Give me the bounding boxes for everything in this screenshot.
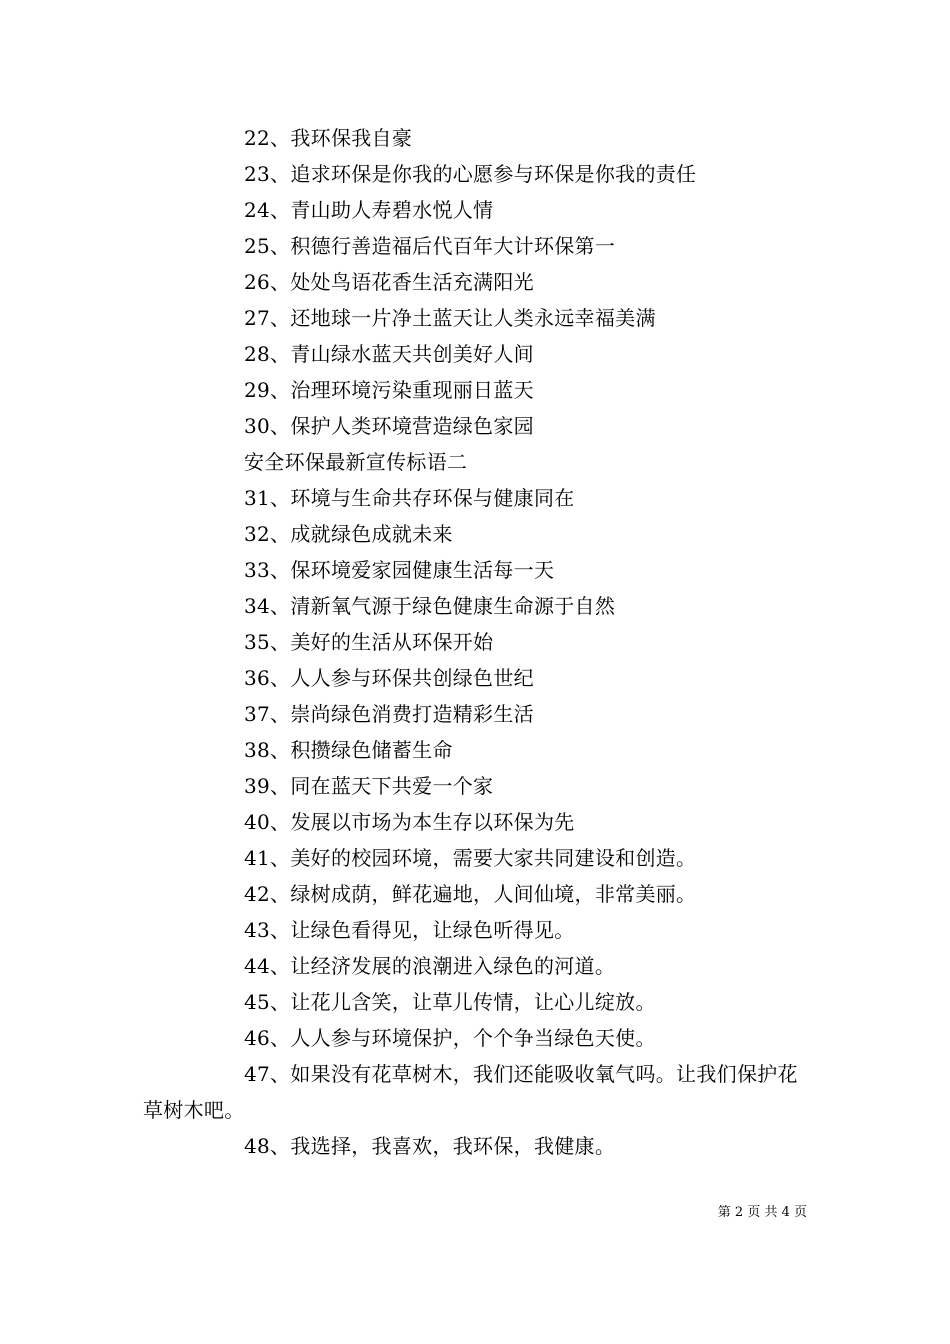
list-item-wrapped: 47、如果没有花草树木，我们还能吸收氧气吗。让我们保护花草树木吧。 <box>143 1062 798 1122</box>
list-item: 24、青山助人寿碧水悦人情 <box>244 198 494 222</box>
list-item: 25、积德行善造福后代百年大计环保第一 <box>244 234 616 258</box>
list-item: 36、人人参与环保共创绿色世纪 <box>244 666 534 690</box>
list-item: 39、同在蓝天下共爱一个家 <box>244 774 494 798</box>
list-item: 27、还地球一片净土蓝天让人类永远幸福美满 <box>244 306 656 330</box>
list-item: 33、保环境爱家园健康生活每一天 <box>244 558 555 582</box>
list-item: 40、发展以市场为本生存以环保为先 <box>244 810 575 834</box>
list-item: 42、绿树成荫，鲜花遍地，人间仙境，非常美丽。 <box>244 882 697 906</box>
list-item: 28、青山绿水蓝天共创美好人间 <box>244 342 534 366</box>
page-number: 第 2 页 共 4 页 <box>717 1205 807 1220</box>
slogan-list <box>143 120 808 1164</box>
list-item: 26、处处鸟语花香生活充满阳光 <box>244 270 534 294</box>
list-item: 45、让花儿含笑，让草儿传情，让心儿绽放。 <box>244 990 656 1014</box>
list-item: 34、清新氧气源于绿色健康生命源于自然 <box>244 594 616 618</box>
list-item: 38、积攒绿色储蓄生命 <box>244 738 453 762</box>
list-item: 48、我选择，我喜欢，我环保，我健康。 <box>244 1134 616 1158</box>
list-item: 30、保护人类环境营造绿色家园 <box>244 414 534 438</box>
list-item: 23、追求环保是你我的心愿参与环保是你我的责任 <box>244 162 697 186</box>
list-item: 46、人人参与环境保护，个个争当绿色天使。 <box>244 1026 656 1050</box>
list-item: 31、环境与生命共存环保与健康同在 <box>244 486 575 510</box>
list-item: 35、美好的生活从环保开始 <box>244 630 494 654</box>
list-item: 43、让绿色看得见，让绿色听得见。 <box>244 918 575 942</box>
list-item: 22、我环保我自豪 <box>244 126 413 150</box>
list-item: 44、让经济发展的浪潮进入绿色的河道。 <box>244 954 616 978</box>
section-heading: 安全环保最新宣传标语二 <box>244 450 468 474</box>
list-item: 37、崇尚绿色消费打造精彩生活 <box>244 702 534 726</box>
list-item: 41、美好的校园环境，需要大家共同建设和创造。 <box>244 846 697 870</box>
list-item: 29、治理环境污染重现丽日蓝天 <box>244 378 534 402</box>
list-item: 32、成就绿色成就未来 <box>244 522 453 546</box>
